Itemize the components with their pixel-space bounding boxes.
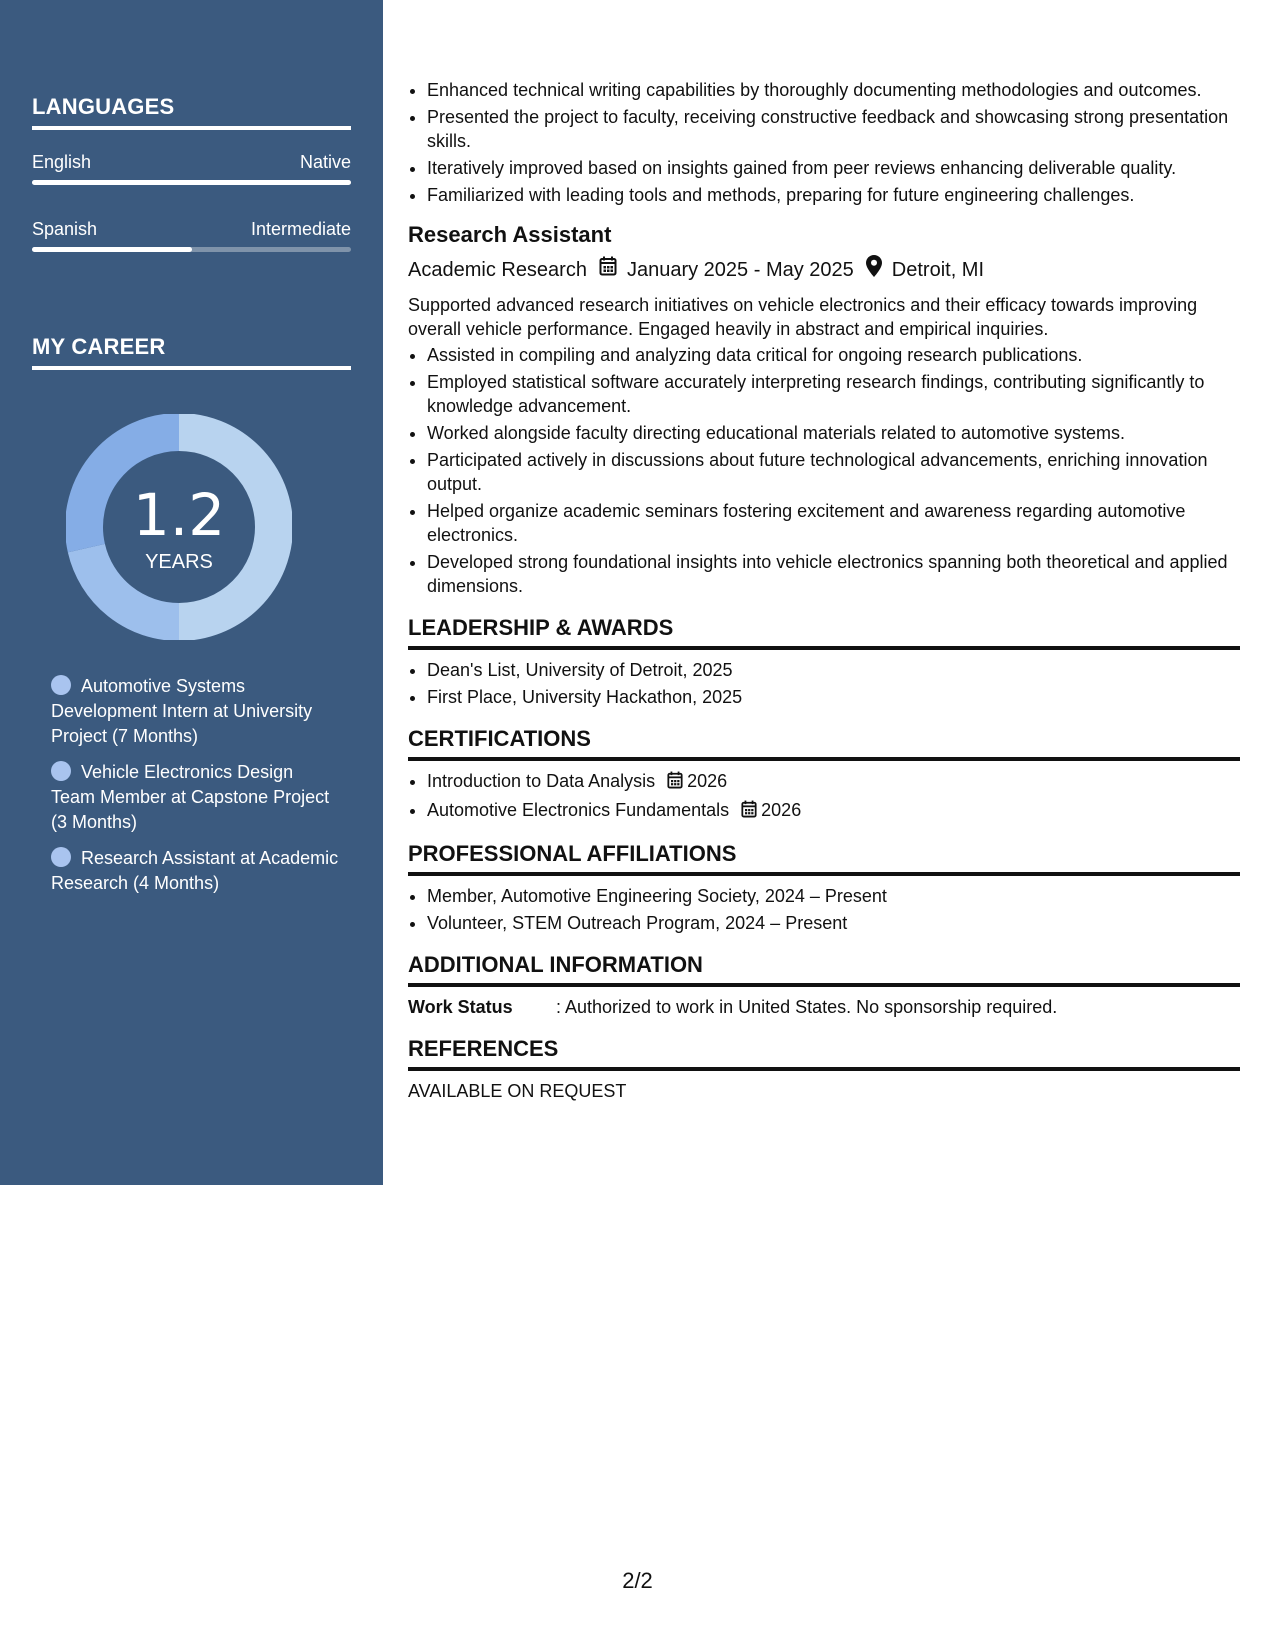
career-dot-icon bbox=[51, 675, 71, 695]
career-item bbox=[51, 760, 341, 835]
additional-info-section bbox=[408, 951, 1240, 1019]
language-level: Native bbox=[299, 152, 351, 172]
leadership-section bbox=[408, 614, 1240, 709]
main-content bbox=[408, 78, 1240, 1103]
languages-section bbox=[32, 94, 351, 252]
certification-name: Introduction to Data Analysis bbox=[427, 771, 656, 791]
sidebar bbox=[0, 0, 383, 1185]
bullet-item: • Helped organize academic seminars fostering excitement and awareness regarding automotive electronics. bbox=[427, 499, 1240, 547]
job-dates: January 2025 - May 2025 bbox=[626, 259, 854, 281]
career-dot-icon bbox=[51, 847, 71, 867]
certification-year: 2026 bbox=[761, 800, 802, 820]
career-total-years: 1.2 bbox=[132, 481, 226, 549]
language-proficiency-fill bbox=[32, 247, 192, 252]
job-meta bbox=[408, 255, 1240, 285]
language-level: Intermediate bbox=[250, 219, 351, 239]
certification-item bbox=[427, 798, 1240, 824]
bullet-item: • Familiarized with leading tools and methods, preparing for future engineering challenges. bbox=[427, 183, 1240, 207]
certification-name: Automotive Electronics Fundamentals bbox=[427, 800, 730, 820]
bullet-item: • Participated actively in discussions about future technological advancements, enriching innovation output. bbox=[427, 448, 1240, 496]
career-item-text: Vehicle Electronics Design Team Member at Capstone Project (3 Months) bbox=[51, 762, 330, 832]
bullet-item: • Assisted in compiling and analyzing data critical for ongoing research publications. bbox=[427, 343, 1240, 367]
references-text: AVAILABLE ON REQUEST bbox=[408, 1081, 627, 1101]
bullet-item: • Developed strong foundational insights into vehicle electronics spanning both theoretical and applied dimensions. bbox=[427, 550, 1240, 598]
bullet-item: • Iteratively improved based on insights gained from peer reviews enhancing deliverable quality. bbox=[427, 156, 1240, 180]
calendar-icon bbox=[599, 256, 617, 284]
bullet-item: • Enhanced technical writing capabilities by thoroughly documenting methodologies and outcomes. bbox=[427, 78, 1240, 102]
job-title: Research Assistant bbox=[408, 222, 612, 247]
bullet-item: • Presented the project to faculty, receiving constructive feedback and showcasing strong presentation skills. bbox=[427, 105, 1240, 153]
certification-year: 2026 bbox=[687, 771, 728, 791]
language-row-english bbox=[32, 152, 351, 180]
job-location: Detroit, MI bbox=[891, 259, 985, 281]
job-company: Academic Research bbox=[408, 259, 587, 281]
references-section bbox=[408, 1035, 1240, 1103]
work-status-label: Work Status bbox=[408, 997, 513, 1017]
section-heading: ADDITIONAL INFORMATION bbox=[408, 951, 1240, 987]
affiliation-item: • Volunteer, STEM Outreach Program, 2024 – Present bbox=[427, 911, 1240, 935]
languages-heading: LANGUAGES bbox=[32, 94, 351, 130]
affiliations-section bbox=[408, 840, 1240, 935]
affiliation-item: • Member, Automotive Engineering Society, 2024 – Present bbox=[427, 884, 1240, 908]
career-item-text: Research Assistant at Academic Research (4 Months) bbox=[51, 848, 339, 893]
job-description: Supported advanced research initiatives on vehicle electronics and their efficacy towards improving overall vehicle performance. Engaged heavily in abstract and empirical inquiries. bbox=[408, 295, 1198, 339]
award-item: • First Place, University Hackathon, 2025 bbox=[427, 685, 1240, 709]
page-number: 2/2 bbox=[622, 1568, 653, 1593]
career-item-text: Automotive Systems Development Intern at University Project (7 Months) bbox=[51, 676, 313, 746]
career-list bbox=[51, 674, 341, 907]
career-dot-icon bbox=[51, 761, 71, 781]
career-section bbox=[32, 334, 351, 370]
section-heading: LEADERSHIP & AWARDS bbox=[408, 614, 1240, 650]
language-proficiency-bar bbox=[32, 180, 351, 185]
language-name: Spanish bbox=[32, 219, 98, 239]
career-donut-chart bbox=[66, 414, 292, 640]
job-bullets bbox=[408, 343, 1240, 598]
bullet-item: • Worked alongside faculty directing educational materials related to automotive systems. bbox=[427, 421, 1240, 445]
career-heading: MY CAREER bbox=[32, 334, 351, 370]
section-heading: CERTIFICATIONS bbox=[408, 725, 1240, 761]
calendar-icon bbox=[741, 800, 757, 824]
career-item bbox=[51, 846, 341, 896]
language-row-spanish bbox=[32, 219, 351, 247]
language-proficiency-bar bbox=[32, 247, 351, 252]
language-proficiency-fill bbox=[32, 180, 351, 185]
previous-job-bullets bbox=[408, 78, 1240, 207]
certifications-section bbox=[408, 725, 1240, 824]
language-name: English bbox=[32, 152, 92, 172]
section-heading: REFERENCES bbox=[408, 1035, 1240, 1071]
calendar-icon bbox=[667, 771, 683, 795]
bullet-item: • Employed statistical software accurately interpreting research findings, contributing significantly to knowledge advancement. bbox=[427, 370, 1240, 418]
section-heading: PROFESSIONAL AFFILIATIONS bbox=[408, 840, 1240, 876]
location-pin-icon bbox=[866, 255, 882, 285]
work-status-row bbox=[408, 995, 1240, 1019]
award-item: • Dean's List, University of Detroit, 2025 bbox=[427, 658, 1240, 682]
career-item bbox=[51, 674, 341, 749]
work-status-value: : Authorized to work in United States. No sponsorship required. bbox=[556, 997, 1058, 1017]
career-total-unit: YEARS bbox=[145, 551, 213, 573]
certification-item bbox=[427, 769, 1240, 795]
